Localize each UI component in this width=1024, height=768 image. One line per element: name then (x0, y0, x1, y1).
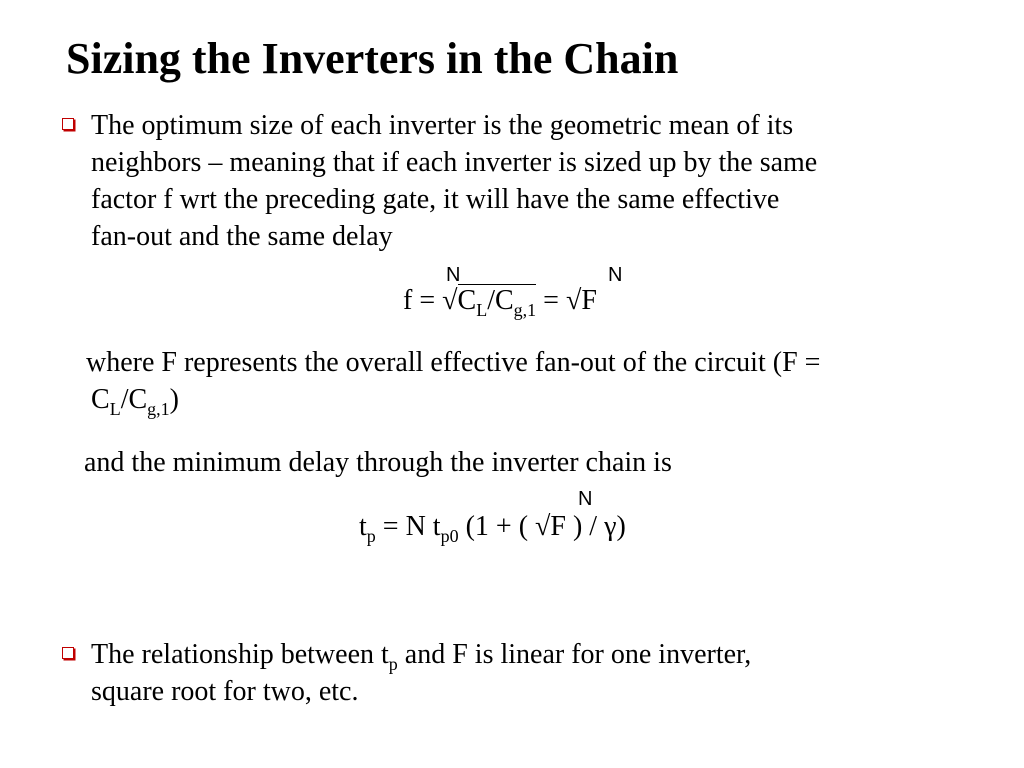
bullet-text-relationship (91, 636, 991, 710)
eq1-c-sub-l: L (476, 300, 488, 320)
eq1-slash-c: /C (487, 285, 514, 316)
radical-symbol-3: √ (535, 511, 551, 542)
where-text (86, 344, 820, 381)
eq2-mid: = N t (375, 511, 441, 542)
bullet-square-icon (62, 647, 74, 659)
root-index-n-3: N (578, 488, 593, 510)
eq1-lhs: f = (403, 285, 436, 316)
eq2-t-sub-p: p (366, 526, 376, 546)
min-delay-text: and the minimum delay through the inverter chain is (84, 447, 672, 478)
where-c: C (91, 384, 110, 415)
radical-symbol: √ (442, 285, 458, 316)
eq1-c: C (457, 285, 477, 316)
b2-sub-p: p (388, 654, 398, 674)
eq2-close: ) / γ) (565, 511, 626, 542)
root-index-n-2: N (608, 264, 623, 286)
where-c-sub-g1: g,1 (147, 399, 170, 419)
equation-f (403, 282, 597, 319)
text-line: factor f wrt the preceding gate, it will have the same effective (91, 184, 780, 215)
text-line: neighbors – meaning that if each inverter is sized up by the same (91, 147, 818, 178)
eq2-t: t (359, 511, 367, 542)
where-c-sub-l: L (109, 399, 121, 419)
text-line: fan-out and the same delay (91, 221, 393, 252)
b2-text-b: and F is linear for one inverter, (397, 639, 752, 670)
where-text-formula (91, 381, 179, 418)
where-close-paren: ) (169, 384, 179, 415)
radicand-cl-over-cg (457, 284, 537, 320)
eq2-open: (1 + ( (458, 511, 536, 542)
bullet-text-optimum-size (91, 107, 1011, 255)
eq2-f: F (550, 511, 566, 542)
root-index-n: N (446, 264, 461, 286)
eq1-rhs-f: F (581, 285, 597, 316)
equation-tp (359, 508, 626, 545)
eq1-c-sub-g1: g,1 (513, 300, 537, 320)
text-line: square root for two, etc. (91, 676, 359, 707)
text-line (91, 636, 991, 673)
bullet-square-icon (62, 118, 74, 130)
slide-title: Sizing the Inverters in the Chain (66, 34, 679, 83)
eq2-t-sub-p0: p0 (440, 526, 459, 546)
eq1-equals: = (543, 285, 559, 316)
where-slash-c: /C (120, 384, 148, 415)
text-line: The optimum size of each inverter is the geometric mean of its (91, 110, 794, 141)
text-line: where F represents the overall effective fan-out of the circuit (F = (86, 347, 821, 378)
radical-symbol-2: √ (565, 285, 582, 316)
b2-text-a: The relationship between t (91, 639, 389, 670)
